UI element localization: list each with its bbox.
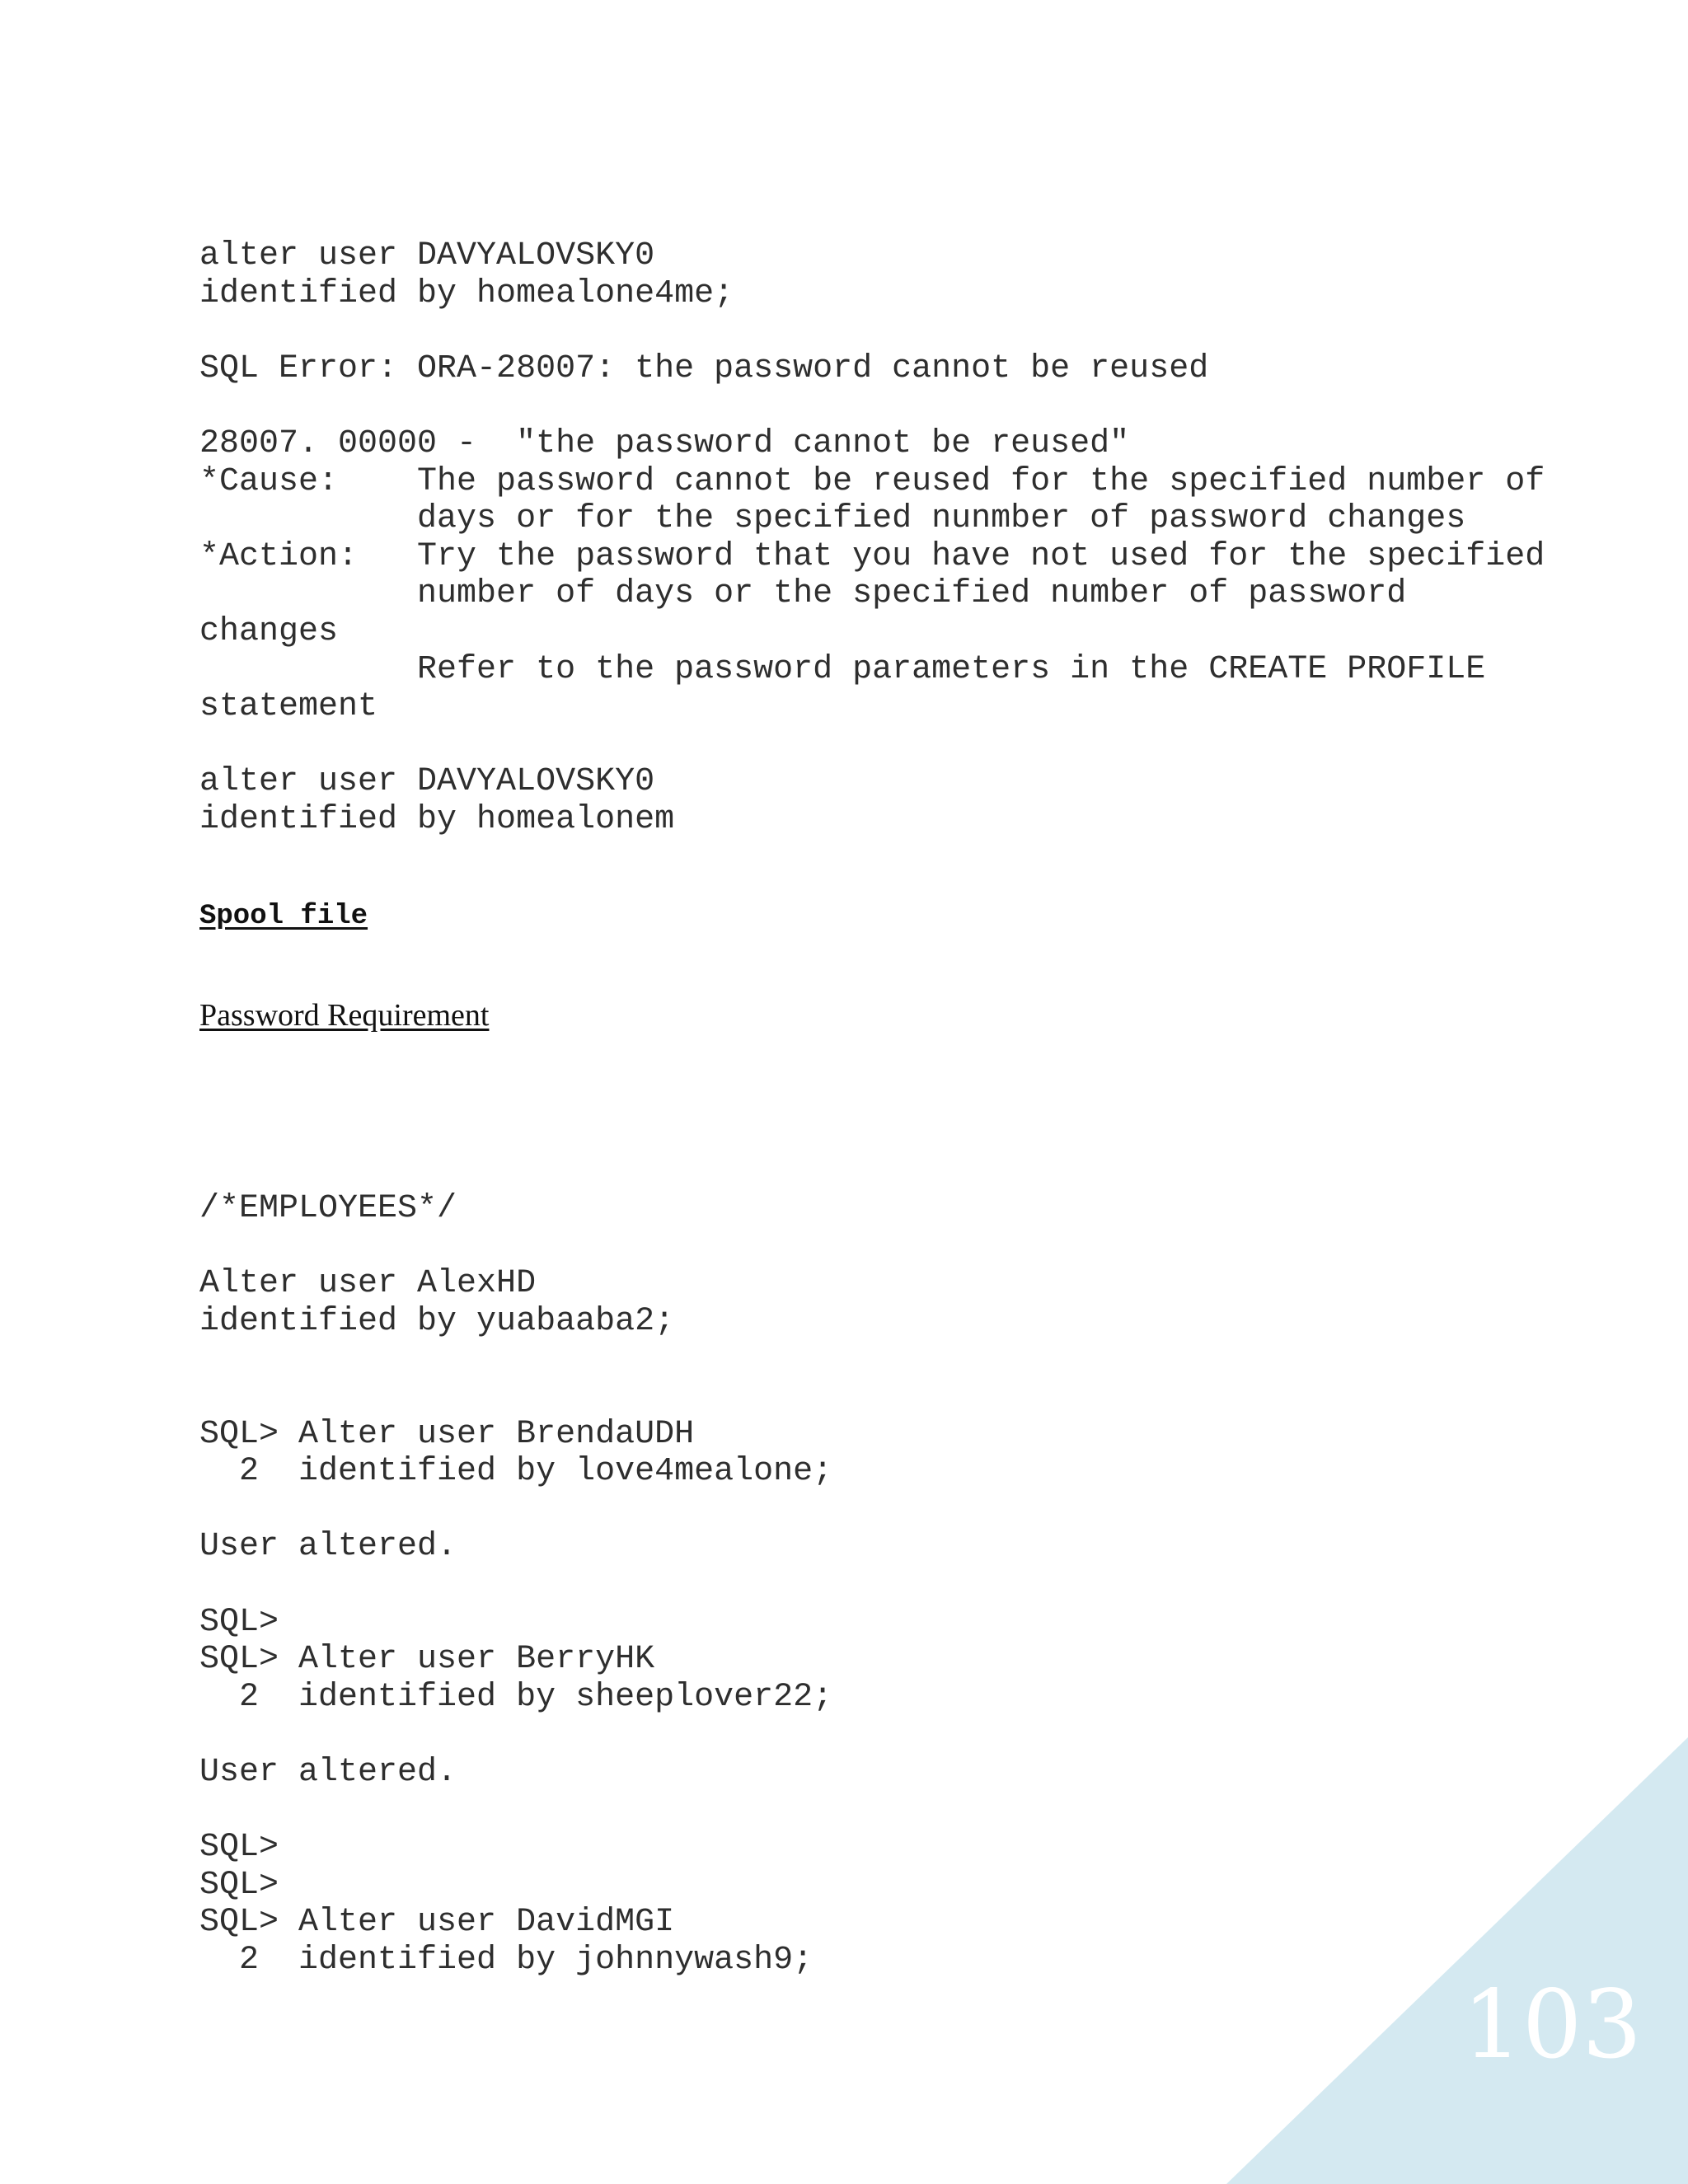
code-line: changes: [199, 612, 339, 650]
code-line: SQL> Alter user BerryHK: [199, 1641, 655, 1679]
code-line: Alter user AlexHD: [199, 1265, 537, 1303]
spool-file-heading: Spool file: [199, 901, 368, 932]
code-line: identified by homealone4me;: [199, 274, 734, 312]
spool-output-code-block: [199, 1190, 832, 1979]
code-line: alter user DAVYALOVSKY0: [199, 237, 655, 274]
code-line: identified by yuabaaba2;: [199, 1302, 675, 1340]
sql-error-code-block: [199, 237, 1545, 839]
code-line: Refer to the password parameters in the CREATE PROFILE: [199, 650, 1486, 688]
code-line: statement: [199, 688, 378, 726]
code-line: SQL>: [199, 1603, 279, 1641]
code-line: User altered.: [199, 1753, 457, 1791]
code-line: 28007. 00000 - "the password cannot be reused": [199, 424, 1130, 462]
page-number: 103: [1462, 1970, 1642, 2079]
code-line: 2 identified by love4mealone;: [199, 1453, 833, 1491]
code-line: alter user DAVYALOVSKY0: [199, 763, 655, 801]
code-line: identified by homealonem: [199, 800, 675, 838]
code-line: SQL>: [199, 1829, 279, 1867]
code-line: SQL> Alter user DavidMGI: [199, 1904, 675, 1942]
code-line: *Action: Try the password that you have not used for the specified: [199, 537, 1545, 575]
code-line: SQL>: [199, 1866, 279, 1904]
code-line: days or for the specified nunmber of password changes: [199, 500, 1466, 538]
code-line: User altered.: [199, 1528, 457, 1566]
corner-triangle-decoration: [1226, 1737, 1688, 2184]
code-line: *Cause: The password cannot be reused for the specified number of: [199, 462, 1545, 500]
code-line: 2 identified by johnnywash9;: [199, 1941, 814, 1979]
code-line: SQL Error: ORA-28007: the password cannot be reused: [199, 349, 1209, 387]
password-requirement-heading: Password Requirement: [199, 998, 490, 1033]
code-line: 2 identified by sheeplover22;: [199, 1678, 833, 1716]
code-line: number of days or the specified number of password: [199, 575, 1407, 613]
code-line: /*EMPLOYEES*/: [199, 1190, 457, 1227]
code-line: SQL> Alter user BrendaUDH: [199, 1415, 695, 1453]
